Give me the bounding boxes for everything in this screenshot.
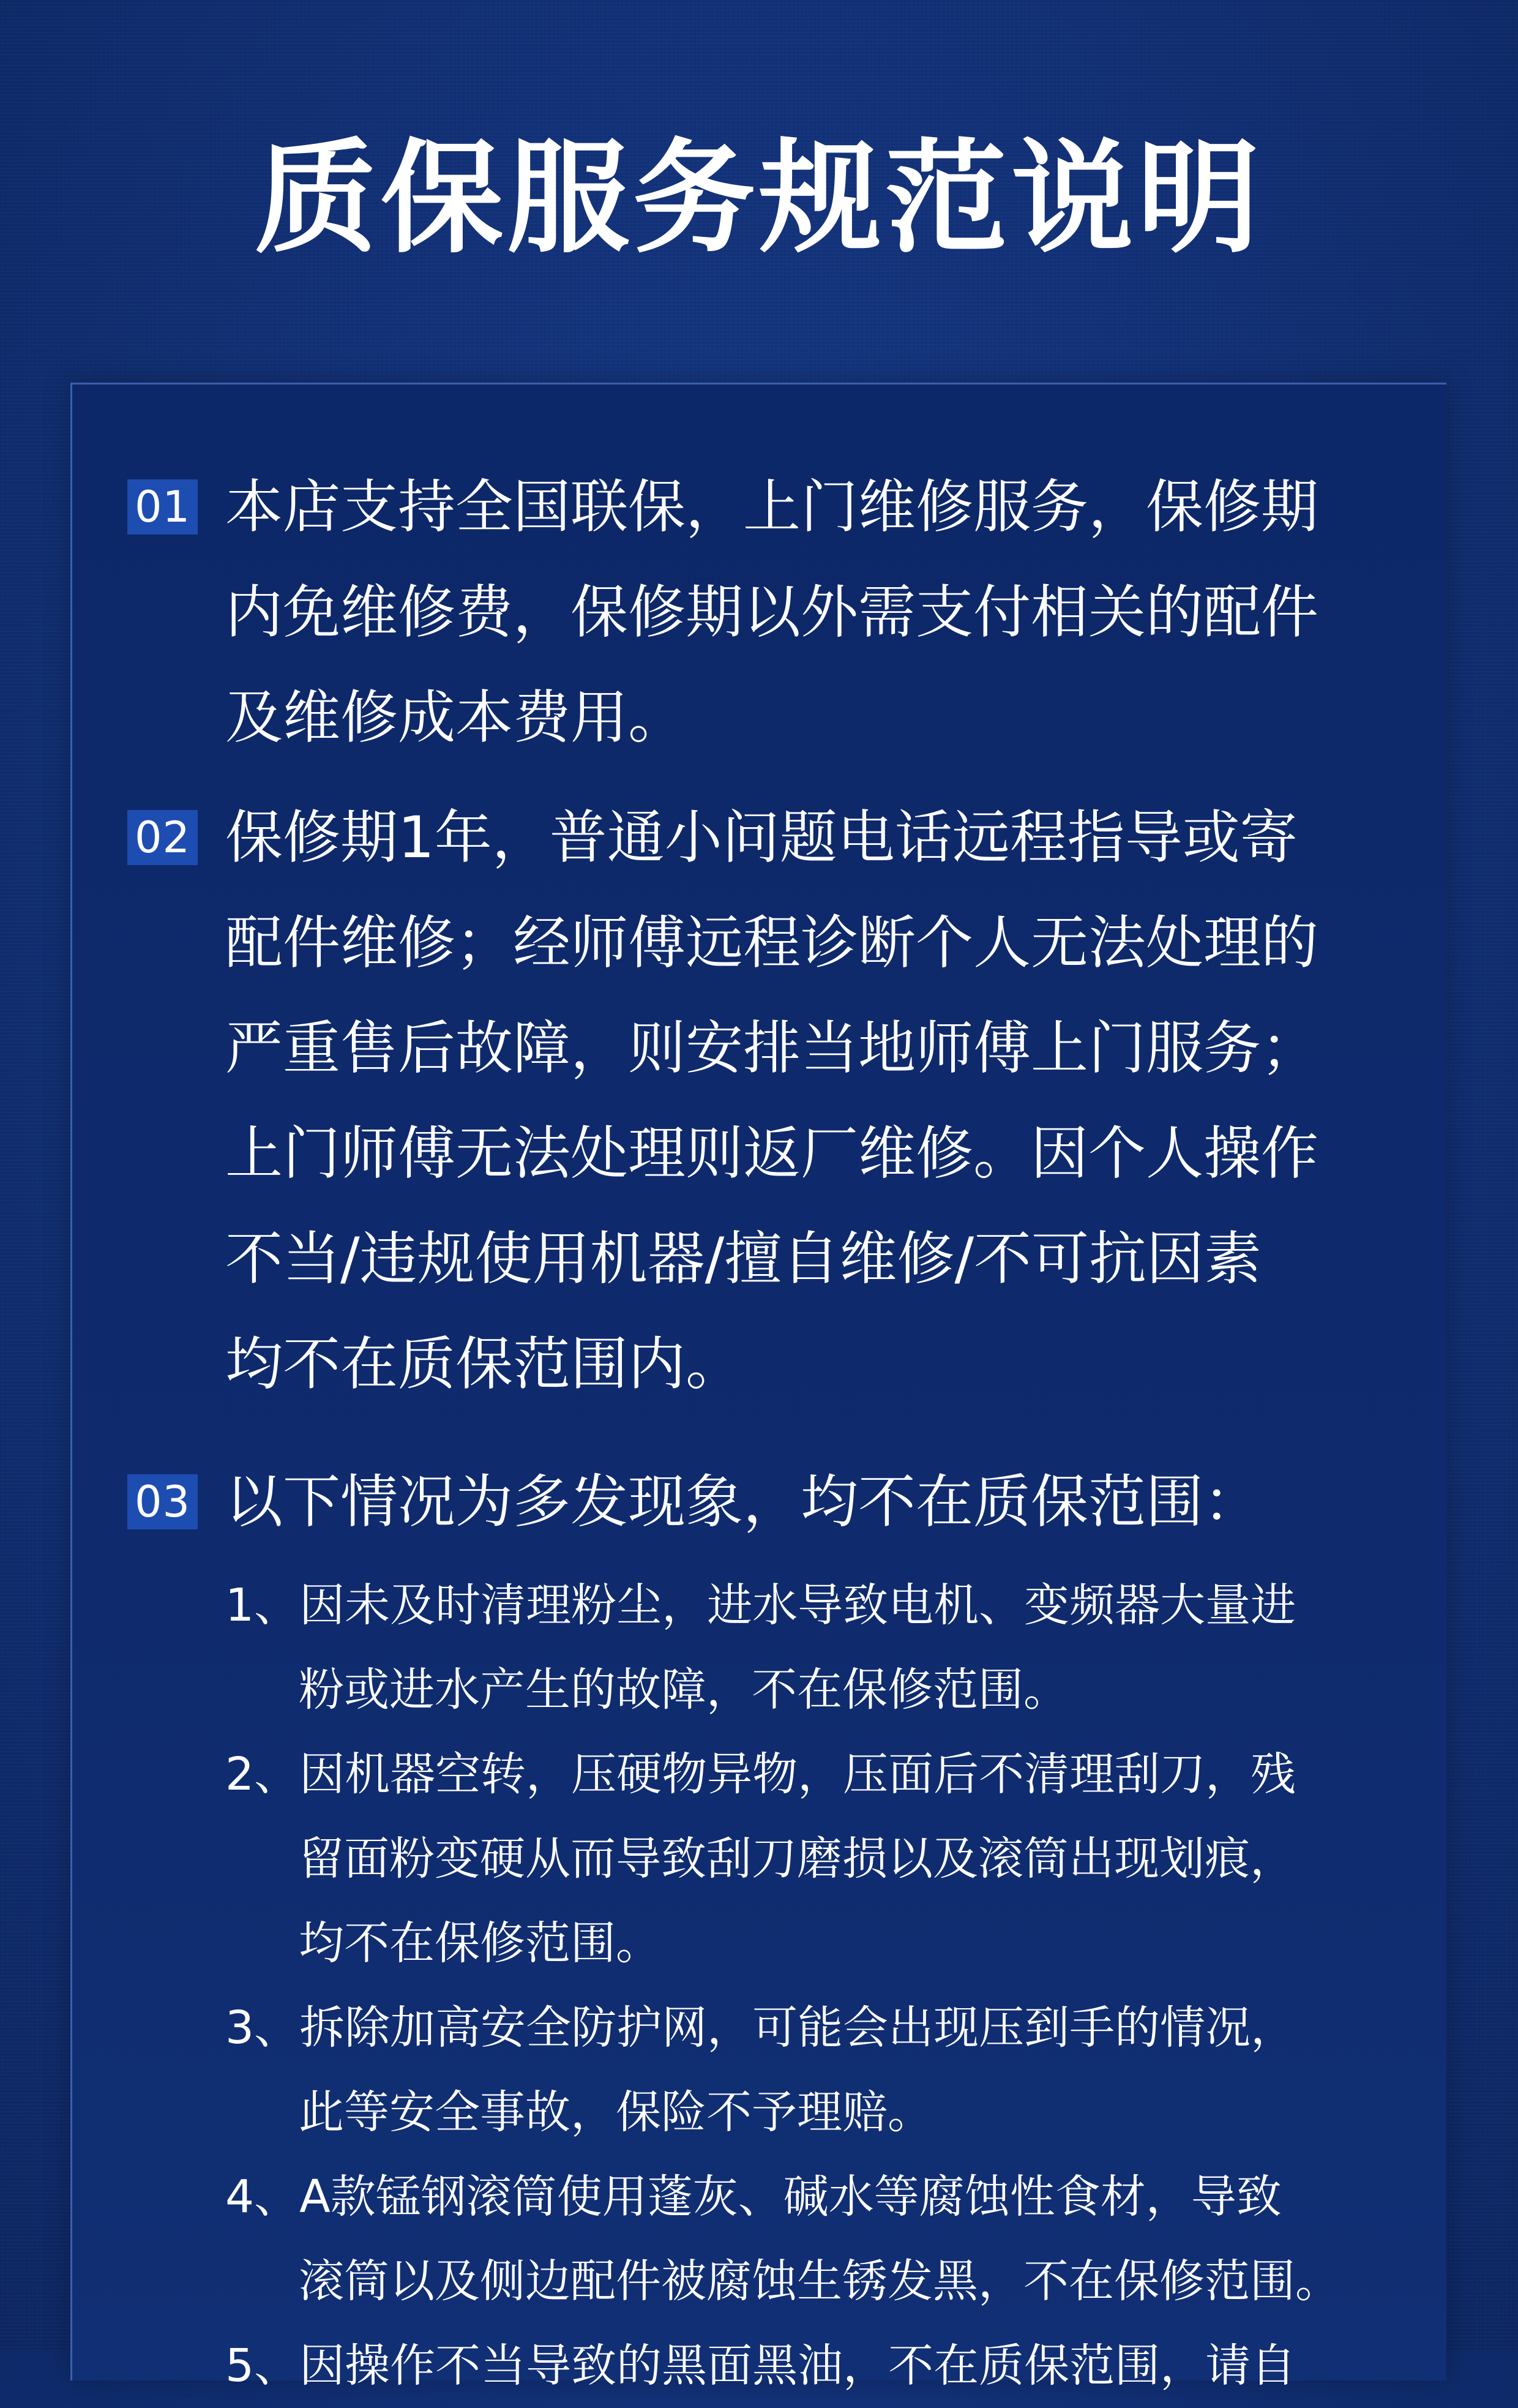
section-line: 以下情况为多发现象，均不在质保范围： <box>225 1469 1262 1536</box>
list-item-line: 4、A款锰钢滚筒使用蓬灰、碱水等腐蚀性食材，导致 <box>225 2170 1282 2223</box>
condition-list <box>225 1563 1425 2408</box>
list-item-line: 2、因机器空转，压硬物异物，压面后不清理刮刀，残 <box>225 1748 1296 1801</box>
list-item-line: 粉或进水产生的故障，不在保修范围。 <box>299 1663 1069 1716</box>
list-item-line: 留面粉变硬从而导致刮刀磨损以及滚筒出现划痕， <box>299 1832 1295 1885</box>
content-card <box>70 383 1446 2392</box>
list-item <box>225 1732 1425 1986</box>
list-item <box>225 2324 1425 2408</box>
list-item-line: 均不在保修范围。 <box>299 1917 661 1970</box>
section-line: 内免维修费，保修期以外需支付相关的配件 <box>225 579 1319 646</box>
section-text <box>225 455 1407 771</box>
section-text <box>225 1450 1407 1555</box>
section-number-badge: 02 <box>127 810 198 865</box>
section-line: 均不在质保范围内。 <box>225 1331 744 1398</box>
section-line: 本店支持全国联保，上门维修服务，保修期 <box>225 474 1319 541</box>
section-line: 不当/违规使用机器/擅自维修/不可抗因素 <box>225 1226 1262 1292</box>
list-item <box>225 1563 1425 1732</box>
list-item-line: 此等安全事故，保险不予理赔。 <box>299 2086 933 2139</box>
section-line: 配件维修；经师傅远程诊断个人无法处理的 <box>225 910 1319 977</box>
section-text <box>225 786 1407 1417</box>
list-item-line: 3、拆除加高安全防护网，可能会出现压到手的情况， <box>225 2001 1296 2054</box>
list-item-line: 5、因操作不当导致的黑面黑油，不在质保范围，请自 <box>225 2339 1296 2392</box>
section-line: 上门师傅无法处理则返厂维修。因个人操作 <box>225 1120 1319 1187</box>
page-title: 质保服务规范说明 <box>254 127 1263 270</box>
section-number-badge: 01 <box>127 479 198 534</box>
list-item-line: 滚筒以及侧边配件被腐蚀生锈发黑，不在保修范围。 <box>299 2255 1340 2308</box>
section-line: 严重售后故障，则安排当地师傅上门服务； <box>225 1015 1319 1082</box>
list-item <box>225 2155 1425 2324</box>
section-number-badge: 03 <box>127 1474 198 1529</box>
list-item <box>225 1986 1425 2155</box>
list-item-line: 1、因未及时清理粉尘，进水导致电机、变频器大量进 <box>225 1579 1296 1632</box>
section-line: 及维修成本费用。 <box>225 685 686 751</box>
section-line: 保修期1年，普通小问题电话远程指导或寄 <box>225 805 1298 871</box>
